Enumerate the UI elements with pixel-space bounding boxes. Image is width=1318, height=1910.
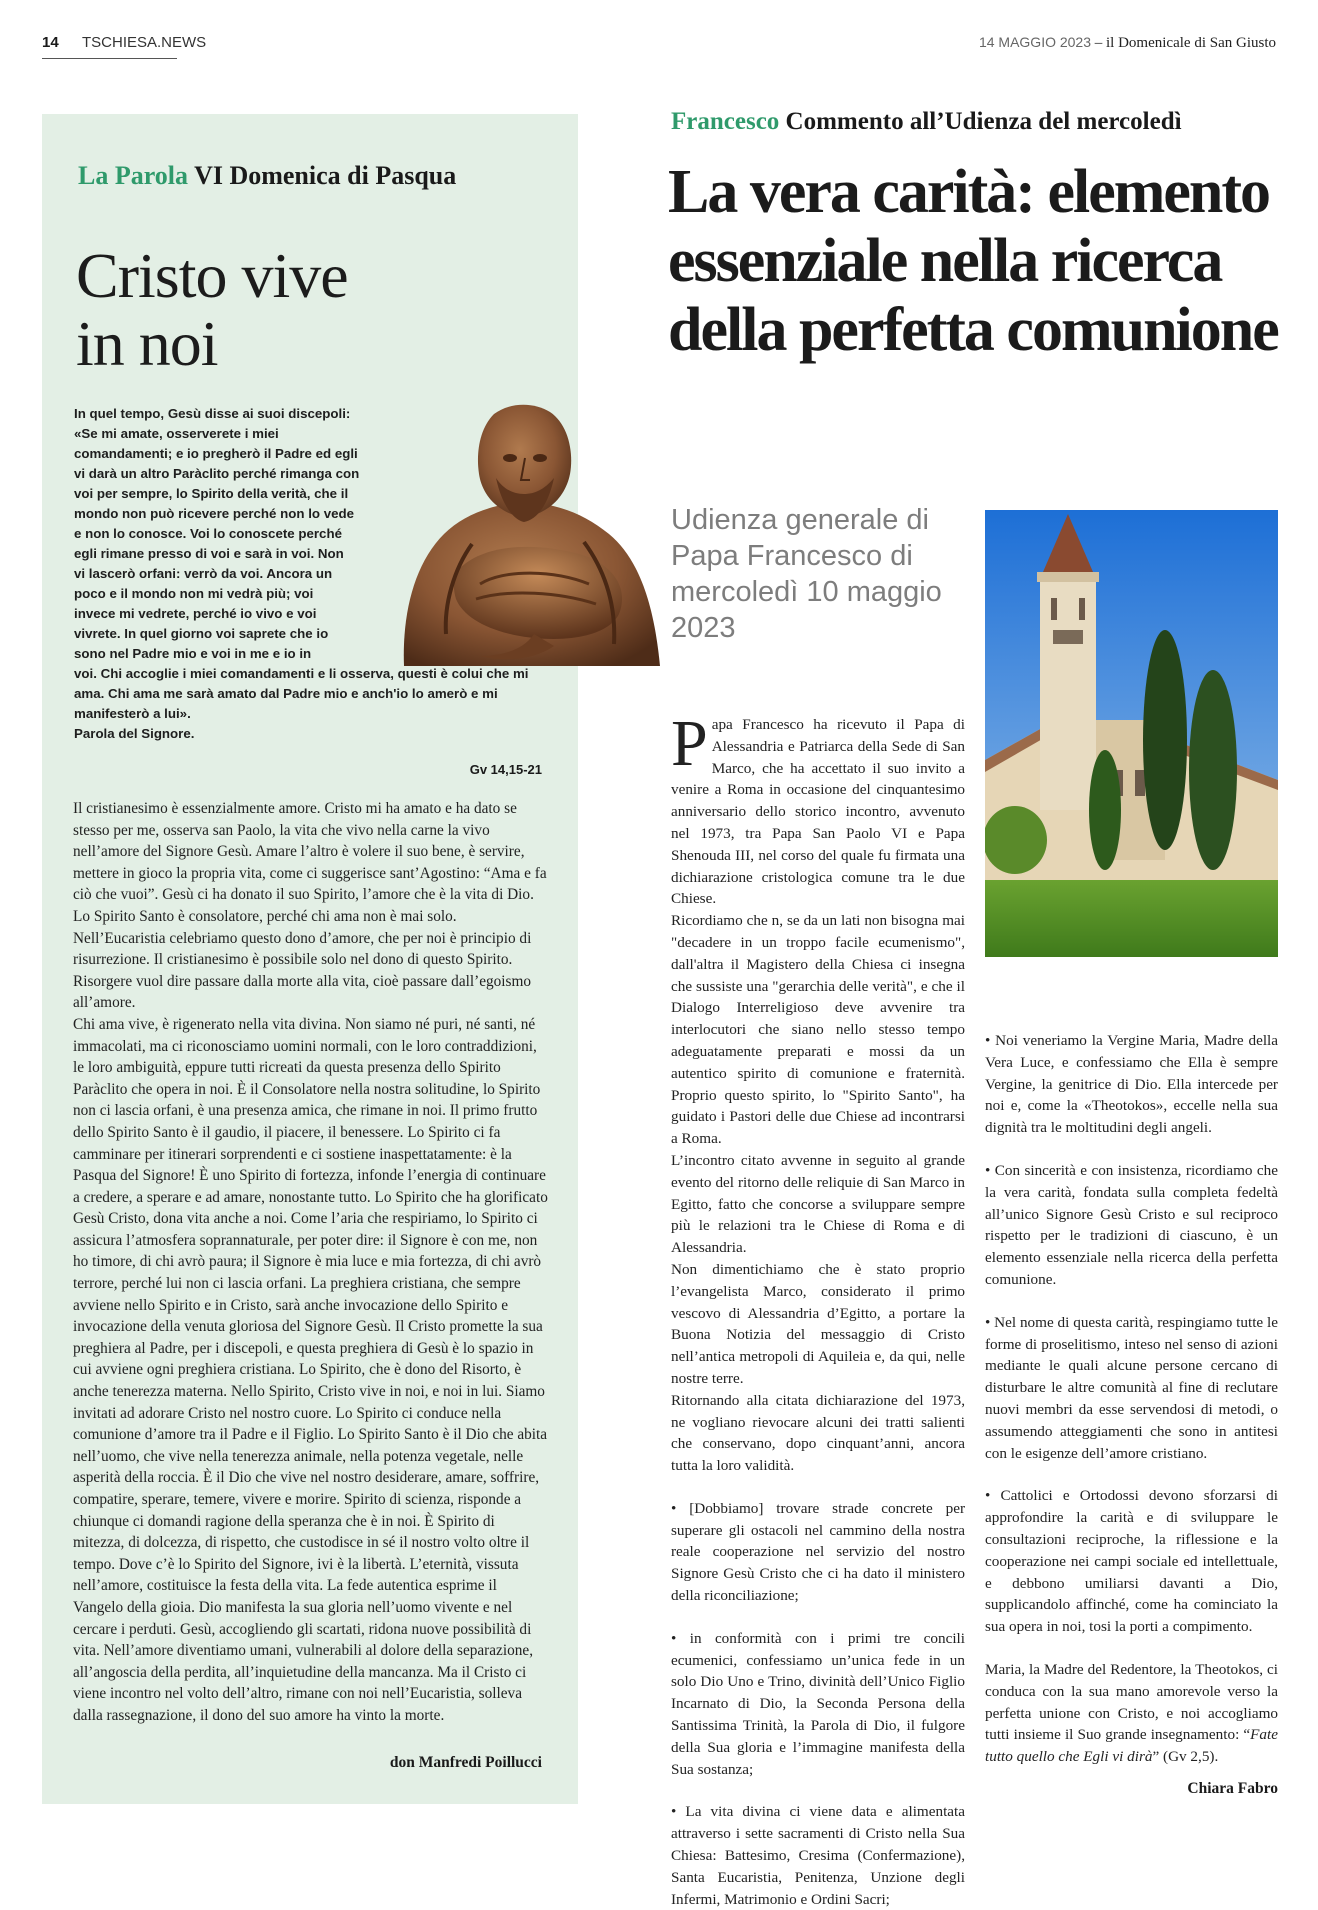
declaration-point: • Cattolici e Ortodossi devono sforzarsi di approfondire la carità e di sviluppare le consultazioni reciproche, la riflessione e la cooperazione nei campi sociale ed intellettuale, e debbono umiliarsi davanti a Dio, supplicandolo affinché, come ha cominciato la sua opera in noi, tosi la porti a compimento. — [985, 1487, 1278, 1636]
left-kicker — [78, 161, 456, 191]
gospel-text: In quel tempo, Gesù disse ai suoi discepoli: «Se mi amate, osserverete i miei comandamenti; e io pregherò il Padre ed egli vi darà un altro Paràclito perché rimanga con voi per sempre, lo Spirito della verità, che il mondo non può ricevere perché non lo vede e non lo conosce. Voi lo conoscete perché egli rimane presso di voi e sarà in voi. Non vi lascerò orfani: verrò da voi. Ancora un poco e il mondo non mi vedrà più; voi invece mi vedrete, perché io vivo e voi vivrete. In quel giorno voi saprete che io sono nel Padre mio e voi in me e io in voi. Chi accoglie i miei comandamenti e li osserva, questi è colui che mi ama. Chi ama me sarà amato dal Padre mio e anch'io lo amerò e mi manifesterò a lui». — [74, 406, 529, 721]
right-kicker — [671, 108, 1182, 136]
header-rule — [42, 58, 177, 59]
issue-info — [979, 34, 1276, 52]
commentary-paragraph: Risorgere vuol dire passare dalla morte alla vita, cioè passare dall’egoismo all’amore. — [73, 972, 532, 1012]
right-article-title: La vera carità: elemento essenziale nella ricerca della perfetta comunione — [668, 158, 1278, 364]
left-kicker-title: VI Domenica di Pasqua — [194, 161, 457, 190]
page-number: 14 — [42, 34, 59, 51]
aquileia-basilica-photo — [985, 510, 1278, 957]
body-paragraph: Ritornando alla citata dichiarazione del 1973, ne vogliano rievocare alcuni dei tratti salienti che conservano, dopo cinquant’anni, ancora tutta la loro validità. — [671, 1391, 965, 1475]
body-paragraph: Ricordiamo che n, se da un lati non bisogna mai "decadere in un troppo facile ecumenismo", dall'altra il Magistero della Chiesa ci insegna che sussiste una "gerarchia delle verità", e che il Dialogo Interreligioso deve avvenire tra interlocutori che siano nello stesso tempo adeguatamente preparati e mossi da un autentico spirito di comunione e fraternità. Proprio questo spirito, lo "Spirito Santo", ha guidato i Pastori delle due Chiese ad incontrarsi a Roma. — [671, 912, 965, 1148]
body-paragraph: apa Francesco ha ricevuto il Papa di Alessandria e Patriarca della Sede di San Marco, che ha accettato il suo invito a venire a Roma in occasione del cinquantesimo anniversario dello storico incontro, avvenuto nel 1973, tra Papa San Paolo VI e Papa Shenouda III, nel corso del quale fu firmata una dichiarazione cristologica comune tra le due Chiese. — [671, 716, 965, 908]
declaration-point: • in conformità con i primi tre concili ecumenici, confessiamo un’unica fede in un solo Dio Uno e Trino, divinità dell’Unico Figlio Incarnato di Dio, la Seconda Persona della Santissima Trinità, la Parola di Dio, il fulgore della Sua gloria e l’immagine manifesta della Sua sostanza; — [671, 1629, 965, 1778]
closing-citation: ” (Gv 2,5). — [1152, 1748, 1219, 1766]
declaration-point: • Nel nome di questa carità, respingiamo tutte le forme di proselitismo, inteso nel senso di azioni mediante le quali alcune persone cercano di disturbare le altre comunità al fine di reclutare nuovi membri da esse servendosi di metodi, o assumendo atteggiamenti che sono in antitesi con le esigenze dell’amore cristiano. — [985, 1313, 1278, 1462]
left-author-byline: don Manfredi Poillucci — [389, 1754, 542, 1771]
body-paragraph: L’incontro citato avvenne in seguito al grande evento del ritorno delle reliquie di San Marco in Egitto, fatto che concorse a sviluppare sempre più le relazioni tra le Chiese di Roma e di Alessandria. — [671, 1151, 965, 1257]
right-column-2 — [985, 1030, 1278, 1768]
left-kicker-section: La Parola — [78, 161, 189, 190]
right-kicker-section: Francesco — [671, 108, 780, 135]
la-parola-panel — [42, 114, 578, 1804]
left-commentary — [73, 798, 549, 1727]
declaration-point: • La vita divina ci viene data e alimentata attraverso i sette sacramenti di Cristo nella Sua Chiesa: Battesimo, Cresima (Confermazione), Santa Eucaristia, Penitenza, Unzione degli Infermi, Matrimonio e Ordini Sacri; — [671, 1803, 965, 1908]
left-article-title — [76, 242, 348, 378]
drop-cap: P — [671, 707, 708, 780]
issue-date: 14 MAGGIO 2023 — [978, 34, 1092, 50]
right-author-byline: Chiara Fabro — [1187, 1780, 1278, 1797]
site-name[interactable]: TSCHIESA.NEWS — [82, 34, 207, 51]
left-title-line2: in noi — [76, 308, 218, 379]
declaration-point: • [Dobbiamo] trovare strade concrete per superare gli ostacoli nel cammino della nostra reale cooperazione nel servizio del nostro Signore Gesù Cristo che ci ha dato il ministero della riconciliazione; — [671, 1499, 965, 1605]
commentary-paragraph: Il cristianesimo è essenzialmente amore. Cristo mi ha amato e ha dato se stesso per me, osserva san Paolo, la vita che vivo nella carne la vivo nell’amore del Signore Gesù. Amare l’altro è volere il suo bene, è servire, mettere in gioco la propria vita, come ci suggerisce sant’Agostino: “Ama e fa ciò che vuoi”. Gesù ci ha donato il suo Spirito, l’amore che è la vita di Dio. Lo Spirito Santo è consolatore, perché chi ama non è mai solo. Nell’Eucaristia celebriamo questo dono d’amore, che per noi è principio di risurrezione. Il cristianesimo è possibile solo nel dono di questo Spirito. — [73, 800, 547, 969]
declaration-point: • Noi veneriamo la Vergine Maria, Madre della Vera Luce, e confessiamo che Ella è sempre Vergine, la genitrice di Dio. Ella intercede per noi e, come la «Theotokos», eccelle nella sua dignità tra le moltitudini degli angeli. — [985, 1032, 1278, 1137]
issue-separator: – — [1091, 35, 1107, 51]
gospel-closing: Parola del Signore. — [74, 726, 195, 741]
closing-paragraph — [985, 1659, 1278, 1768]
commentary-paragraph: Chi ama vive, è rigenerato nella vita divina. Non siamo né puri, né santi, né immacolati, ma ci riconosciamo uomini normali, con le loro contraddizioni, le loro ambiguità, eppure tutti ricreati da questa presenza dello Spirito Paràclito che opera in noi. È il Consolatore nella nostra solitudine, lo Spirito non ci lascia orfani, è una presenza amica, che rimane in noi. Il primo frutto dello Spirito Santo è il gaudio, il piacere, il benessere. Lo Spirito ci fa camminare per itinerari sorprendenti e ci sostiene inaspettatamente: è la Pasqua del Signore! È uno Spirito di fortezza, infonde l’energia di continuare a credere, a sperare e ad amare, nonostante tutto. Lo Spirito che ha glorificato Gesù Cristo, dona vita anche a noi. Come l’aria che respiriamo, lo Spirito ci assicura l’atmosfera soprannaturale, per poter dire: il Signore è con me, non ho timore, di chi avrò paura; il Signore è mia luce e mia fortezza, di chi avrò terrore, perché lui non ci lascia orfani. La preghiera cristiana, che sempre avviene nello Spirito e in Cristo, sarà anche invocazione dello Spirito e invocazione della venuta gloriosa del Signore Gesù. Il Cristo promette la sua preghiera al Padre, per i discepoli, e questa preghiera di Gesù è lo spazio in cui avviene ogni preghiera cristiana. Lo Spirito, che è dono del Risorto, è anche tenerezza materna. Nello Spirito, Cristo vive in noi, e noi in lui. Siamo invitati ad adorare Cristo nel nostro cuore. Lo Spirito ci conduce nella comunione d’amore tra il Padre e il Figlio. Lo Spirito Santo è il Dio che abita nell’uomo, che vive nella tenerezza animale, nella potenza vegetale, nelle asperità della roccia. È il Dio che vive nel nostro desiderare, amare, soffrire, compatire, sperare, temere, vivere e morire. Spirito di scienza, risponde a chiunque ci domandi ragione della speranza che è in noi. È Spirito di mitezza, di dolcezza, di rispetto, che custodisce in sé il nostro volto oltre il tempo. Dove c’è lo Spirito del Signore, ivi è la libertà. L’eternità, vissuta nell’amore, costituisce la festa della vita. La fede autentica esprime il Vangelo della gioia. Dio manifesta la sua gloria nell’uomo vivente e nel cercare i perduti. Gesù, accogliendo gli scartati, ridona nuove possibilità di vita. Nell’amore diventiamo umani, vulnerabili al dolore della separazione, all’angoscia della perdita, all’inquietudine della mancanza. Ma il Cristo ci viene incontro nel volto dell’altro, rimane con noi nell’Eucaristia, solleva dalla rassegnazione, il dono del suo amore ha vinto la morte. — [73, 1015, 548, 1724]
right-column-1 — [671, 707, 965, 1910]
good-shepherd-statue-image — [384, 394, 688, 666]
right-kicker-title: Commento all’Udienza del mercoledì — [785, 108, 1182, 135]
page-header — [42, 30, 1276, 62]
closing-text: Maria, la Madre del Redentore, la Theotokos, ci conduca con la sua mano amorevole verso la perfetta unione con Cristo, e noi accogliamo tutti insieme il Suo grande insegnamento: “ — [985, 1660, 1278, 1744]
left-title-line1: Cristo vive — [76, 240, 348, 311]
declaration-point: • Con sincerità e con insistenza, ricordiamo che la vera carità, fondata sulla completa fedeltà all’unico Signore Gesù Cristo e sul reciproco rispetto per le tradizioni di ciascuno, è un elemento essenziale nella ricerca della perfetta comunione. — [985, 1161, 1278, 1288]
body-paragraph: Non dimentichiamo che è stato proprio l’evangelista Marco, considerato il primo vescovo di Alessandria d’Egitto, a portare la Buona Notizia del messaggio di Cristo nell’antica metropoli di Aquileia e, da qui, nelle nostre terre. — [671, 1260, 965, 1387]
publication-name: il Domenicale di San Giusto — [1106, 35, 1276, 51]
right-subtitle: Udienza generale di Papa Francesco di mercoledì 10 maggio 2023 — [671, 504, 942, 644]
gospel-reference: Gv 14,15-21 — [469, 762, 542, 777]
closing-quote: Fate tutto quello che Egli vi dirà — [985, 1726, 1278, 1766]
